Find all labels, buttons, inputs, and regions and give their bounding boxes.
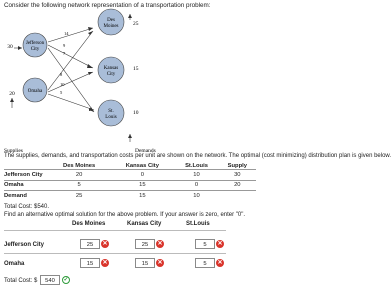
alt-cell	[195, 258, 224, 268]
demands-label: Demands	[135, 148, 156, 154]
alt-cell	[80, 239, 109, 249]
arc-jc-sl	[48, 48, 94, 112]
alt-cell	[195, 239, 224, 249]
incorrect-icon: ✕	[157, 260, 163, 266]
cost-label: 14	[64, 31, 69, 36]
node-label: St.	[108, 109, 114, 114]
divider	[4, 230, 226, 231]
optimal-solution-table	[4, 163, 256, 201]
problem-description: The supplies, demands, and transportation costs per unit are shown on the network. The optimal (cost minimizing) distribution plan is given below.	[4, 153, 391, 159]
node-label: Kansas	[103, 66, 119, 71]
cost-label: 7	[63, 51, 66, 56]
total-cost-text: Total Cost: $540.	[4, 204, 50, 210]
table-row: Omaha 5 15 0 20	[4, 180, 256, 191]
arc-om-kc	[48, 72, 93, 92]
alt-input-om-kc[interactable]: 15	[135, 258, 155, 268]
alt-input-jc-dm[interactable]: 25	[80, 239, 100, 249]
alt-input-om-sl[interactable]: 5	[195, 258, 215, 268]
alt-col-header-dm: Des Moines	[72, 221, 106, 227]
alt-row-label-omaha: Omaha	[4, 261, 25, 267]
demand-value: 15	[133, 66, 139, 72]
node-label: City	[30, 47, 40, 52]
arc-jc-kc	[48, 45, 93, 68]
node-label: Moines	[103, 24, 119, 29]
table-row: Demand 25 15 10	[4, 191, 256, 201]
supply-value: 30	[7, 44, 13, 50]
correct-icon: ✓	[63, 277, 69, 283]
col-header: Des Moines	[63, 163, 96, 169]
divider	[4, 253, 226, 254]
alt-input-jc-kc[interactable]: 25	[135, 239, 155, 249]
demand-value: 25	[133, 21, 139, 27]
alt-prompt: Find an alternative optimal solution for the above problem. If your answer is zero, enter "0".	[4, 212, 246, 218]
incorrect-icon: ✕	[102, 260, 108, 266]
problem-intro: Consider the following network representation of a transportation problem:	[4, 2, 211, 9]
node-label: Omaha	[27, 89, 43, 94]
node-label: Louis	[105, 115, 117, 120]
supply-value: 20	[9, 91, 15, 97]
alt-cell	[80, 258, 109, 268]
node-label: Des	[107, 18, 115, 23]
col-header: St.Louis	[185, 163, 208, 169]
table-row: Jefferson City 20 0 10 30	[4, 170, 256, 181]
total-cost-label: Total Cost: $	[4, 278, 38, 284]
incorrect-icon: ✕	[217, 260, 223, 266]
alt-col-header-kc: Kansas City	[127, 221, 162, 227]
network-diagram	[0, 0, 350, 155]
alt-row-label-jc: Jefferson City	[4, 242, 45, 248]
alt-input-jc-sl[interactable]: 5	[195, 239, 215, 249]
cost-label: 5	[60, 90, 63, 95]
supplies-label: Supplies	[4, 148, 23, 154]
alt-cell	[135, 239, 164, 249]
incorrect-icon: ✕	[157, 241, 163, 247]
col-header: Kansas City	[125, 163, 159, 169]
alt-cell	[135, 258, 164, 268]
total-cost-input[interactable]: 540	[40, 275, 60, 285]
total-cell	[40, 275, 70, 285]
node-label: City	[106, 72, 116, 77]
incorrect-icon: ✕	[102, 241, 108, 247]
incorrect-icon: ✕	[217, 241, 223, 247]
cost-label: 9	[63, 43, 66, 48]
cost-label: 8	[60, 72, 63, 77]
col-header: Supply	[227, 163, 247, 169]
alt-col-header-sl: St.Louis	[186, 221, 210, 227]
demand-value: 10	[133, 110, 139, 116]
node-label: Jefferson	[25, 41, 45, 46]
cost-label: 10	[60, 82, 65, 87]
alt-input-om-dm[interactable]: 15	[80, 258, 100, 268]
